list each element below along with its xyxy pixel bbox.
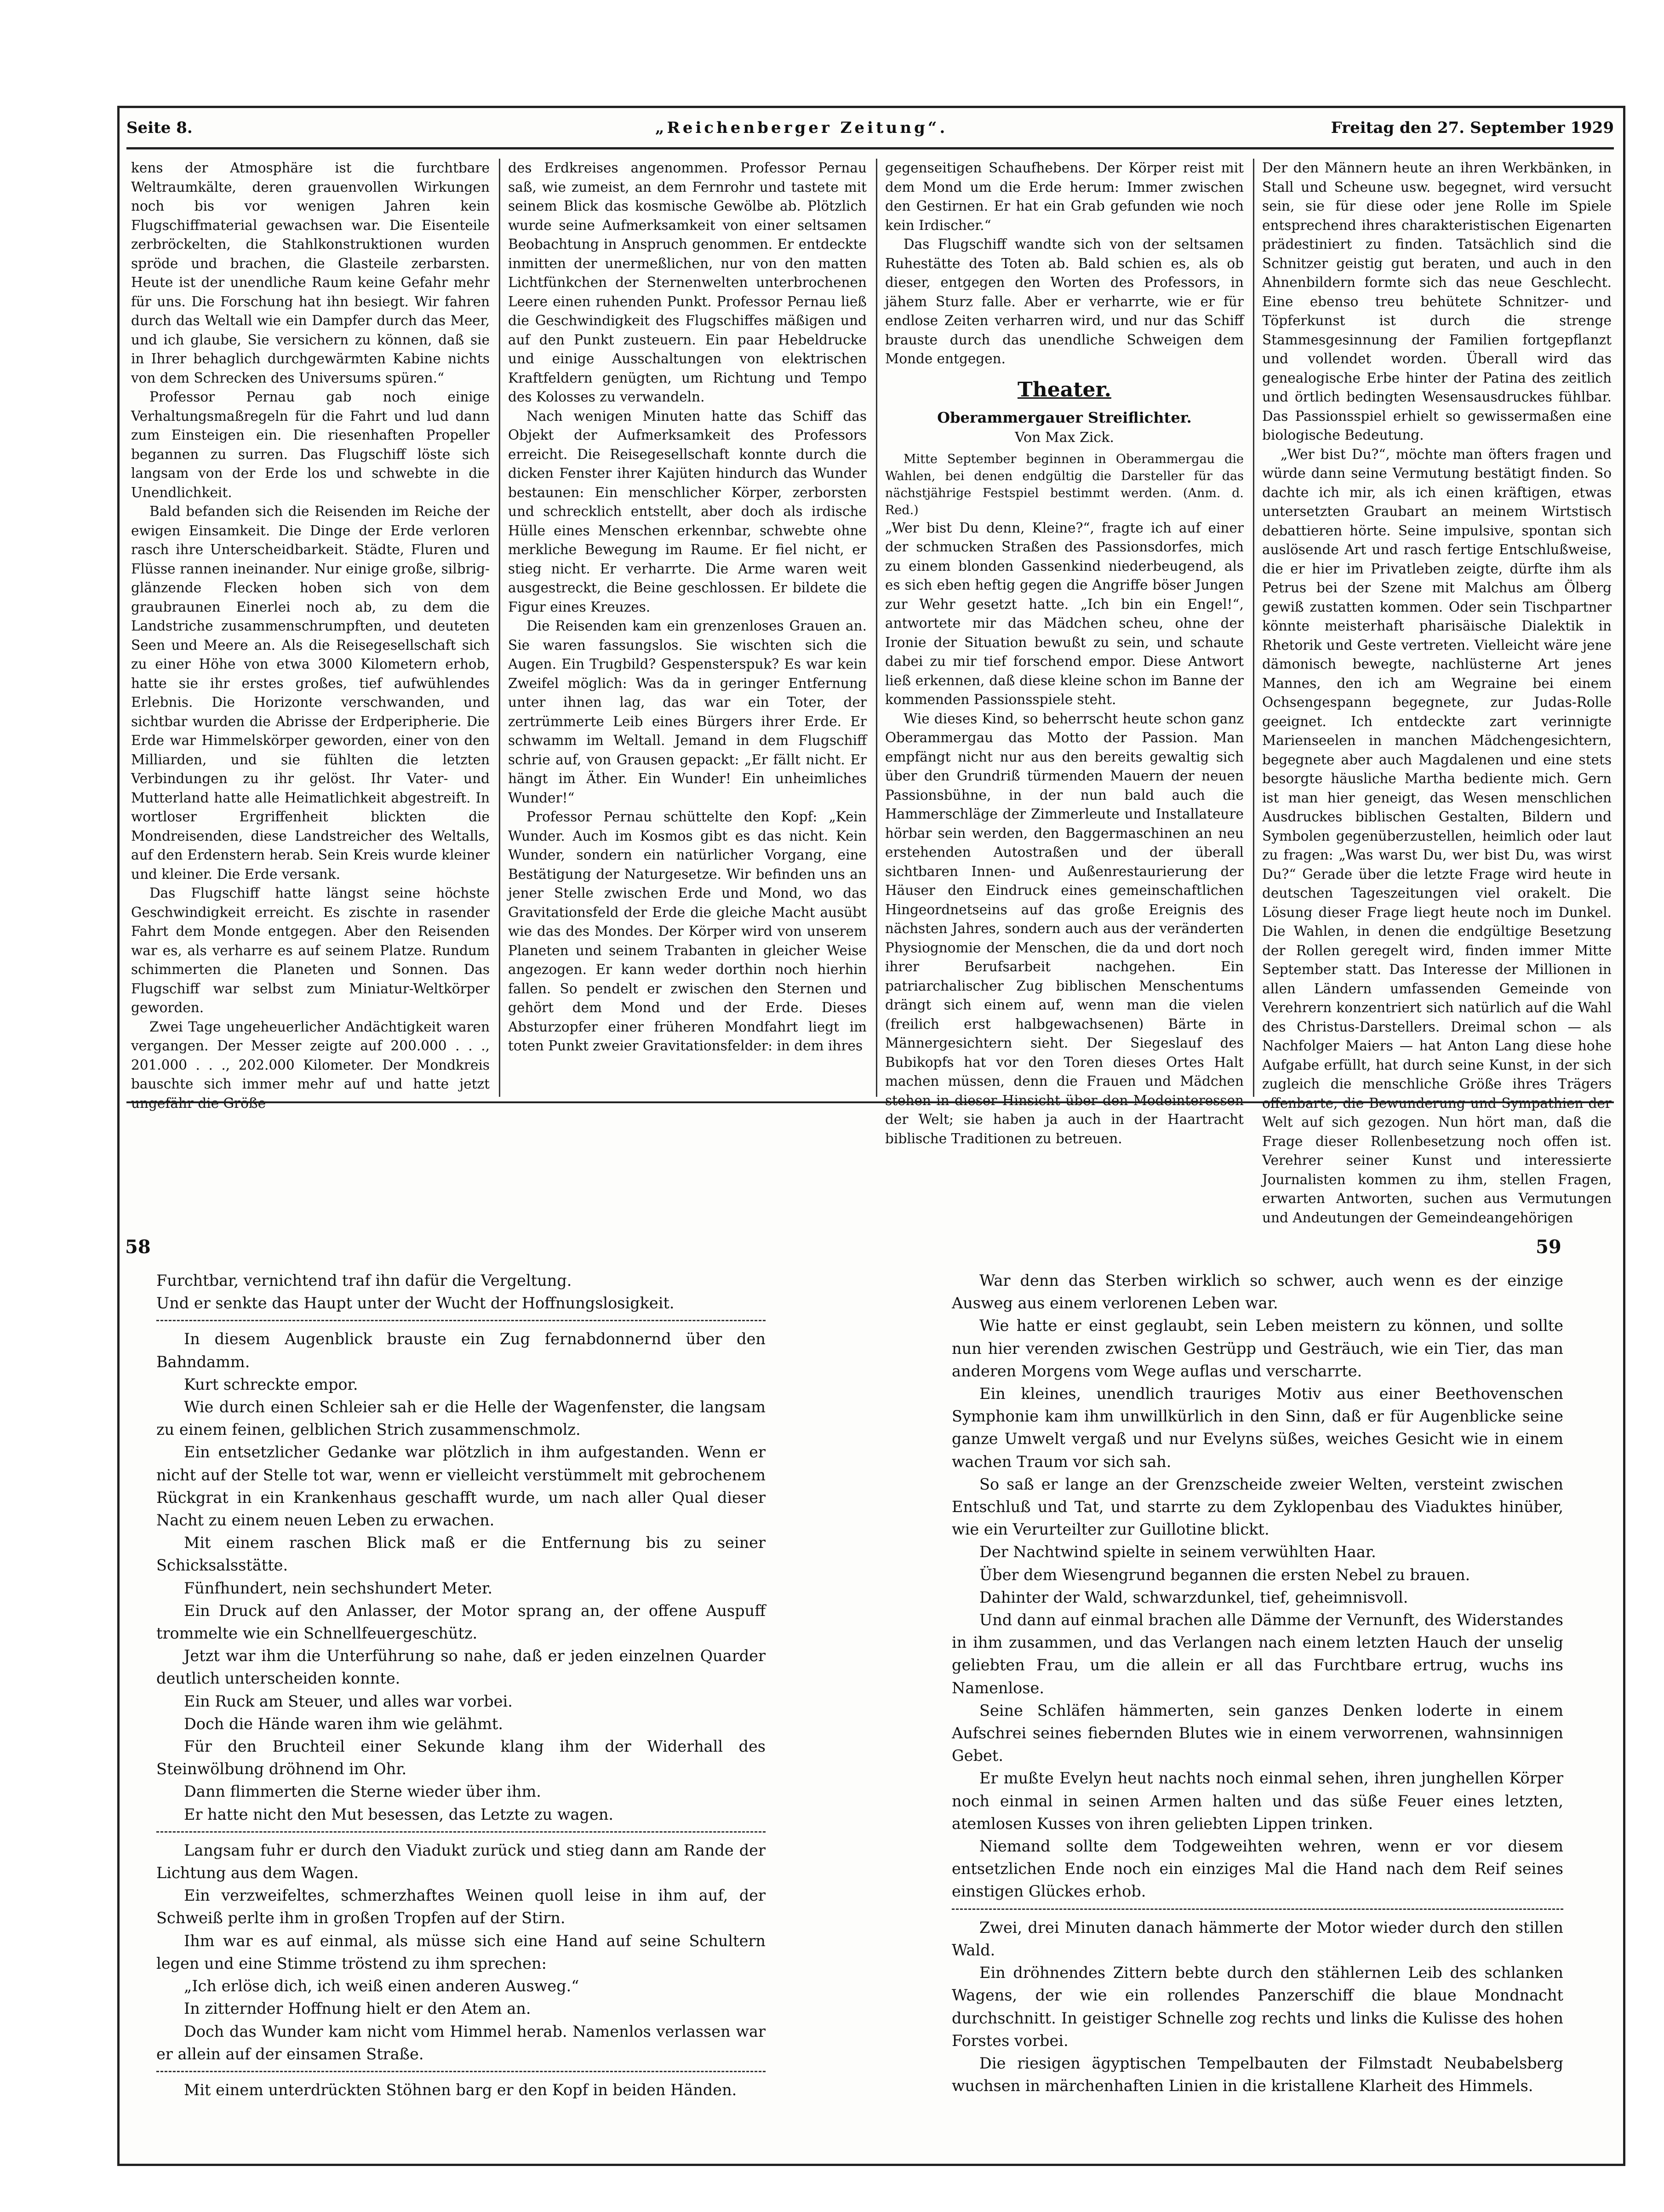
- book-page-number-left: 58: [125, 1236, 151, 1258]
- article-paragraph: Zwei Tage ungeheuerlicher Andächtigkeit waren vergangen. Der Messer zeigte auf 200.000 . . ., 201.000 . . ., 202.000 Kilometer. Der Mondkreis bauschte sich immer mehr auf und hatte jetzt ungefähr die Größe: [131, 1019, 490, 1111]
- book-paragraph: Für den Bruchteil einer Sekunde klang ihm der Widerhall des Steinwölbung dröhnend im Ohr.: [156, 1737, 766, 1778]
- article-paragraph: Bald befanden sich die Reisenden im Reiche der ewigen Einsamkeit. Die Dinge der Erde verloren rasch ihre Unterscheidbarkeit. Städte, Fluren und Flüsse rannen ineinander. Nur einige große, silbrig-glänzende Flecken hoben sich von dem graubraunen Einerlei noch ab, zu dem die Landstriche zusammenschrumpften, und deuteten Seen und Meere an. Als die Reisegesellschaft sich zu einer Höhe von etwa 3000 Kilometern erhob, hatte sie ihr erstes großes, tief aufwühlendes Erlebnis. Die Horizonte verschwanden, und sichtbar wurden die Abrisse der Erdperipherie. Die Erde war Himmelskörper geworden, einer von den Milliarden, und sie fühlten die letzten Verbindungen zu ihr gelöst. Ihr Vater- und Mutterland hatte alle Heimatlichkeit abgestreift. In wortloser Ergriffenheit blickten die Mondreisenden, diese Landstreicher des Weltalls, auf den Erdenstern herab. Sein Kreis wurde kleiner und kleiner. Die Erde versank.: [131, 504, 490, 882]
- book-paragraph: Die riesigen ägyptischen Tempelbauten der Filmstadt Neubabelsberg wuchsen in märchenhaften Linien in die kristallene Klarheit des Himmels.: [952, 2054, 1563, 2095]
- section-title: Theater.: [1017, 378, 1111, 401]
- section-rule: [126, 1101, 1614, 1103]
- page-header: [126, 119, 1614, 146]
- book-page-number-right: 59: [1536, 1236, 1561, 1258]
- book-paragraph: Ein Druck auf den Anlasser, der Motor sprang an, der offene Auspuff trommelte wie ein Schnellfeuergeschütz.: [156, 1601, 766, 1643]
- book-paragraph: „Ich erlöse dich, ich weiß einen anderen Ausweg.“: [184, 1977, 579, 1995]
- dashed-separator: [156, 1831, 766, 1833]
- header-rule: [126, 147, 1614, 149]
- article-paragraph: Das Flugschiff hatte längst seine höchste Geschwindigkeit erreicht. Es zischte in rasender Fahrt dem Monde entgegen. Aber den Reisenden war es, als verharre es auf seinem Platze. Rundum schimmerten die Planeten und Sonnen. Das Flugschiff war selbst zum Miniatur-Weltkörper geworden.: [131, 885, 490, 1015]
- column-divider: [1253, 159, 1254, 1097]
- book-paragraph: Ein dröhnendes Zittern bebte durch den stählernen Leib des schlanken Wagens, der wie ein rollendes Panzerschiff die blaue Mondnacht durchschnitt. In geistiger Schnelle zog rechts und links die Kulisse des hohen Forstes vorbei.: [952, 1964, 1563, 2050]
- book-paragraph: Zwei, drei Minuten danach hämmerte der Motor wieder durch den stillen Wald.: [952, 1918, 1563, 1959]
- book-paragraph: Und dann auf einmal brachen alle Dämme der Vernunft, des Widerstandes in ihm zusammen, und das Verlangen nach einem letzten Hauch der unselig geliebten Frau, um die allein er all das Furchtbare ertrug, wuchs ins Namenlose.: [952, 1611, 1563, 1697]
- page-number: Seite 8.: [126, 119, 193, 137]
- article-byline: Von Max Zick.: [1015, 429, 1114, 446]
- book-paragraph: Doch das Wunder kam nicht vom Himmel herab. Namenlos verlassen war er allein auf der einsamen Straße.: [156, 2022, 766, 2063]
- newspaper-title: „Reichenberger Zeitung“.: [655, 119, 948, 137]
- article-paragraph: gegenseitigen Schaufhebens. Der Körper reist mit dem Mond um die Erde herum: Immer zwischen den Gestirnen. Er hat ein Grab gefunden wie noch kein Irdischer.“: [885, 160, 1244, 233]
- story-continuation: [885, 159, 1244, 369]
- article-paragraph: Professor Pernau gab noch einige Verhaltungsmaßregeln für die Fahrt und lud dann zum Einsteigen ein. Die riesenhaften Propeller begannen zu surren. Das Flugschiff löste sich langsam von der Erde los und schwebte in die Unendlichkeit.: [131, 389, 490, 500]
- book-paragraph: Dahinter der Wald, schwarzdunkel, tief, geheimnisvoll.: [979, 1588, 1408, 1606]
- book-paragraph: Wie hatte er einst geglaubt, sein Leben meistern zu können, und sollte nun hier verenden zwischen Gestrüpp und Gesträuch, wie ein Tier, das man anderen Morgens vom Wege auflas und verscharrte.: [952, 1317, 1563, 1380]
- book-paragraph: Der Nachtwind spielte in seinem verwühlten Haar.: [979, 1543, 1376, 1561]
- book-paragraph: In zitternder Hoffnung hielt er den Atem an.: [184, 2000, 531, 2018]
- dashed-separator: [156, 1320, 766, 1321]
- book-paragraph: Seine Schläfen hämmerten, sein ganzes Denken loderte in einem Aufschrei seines fiebernden Blutes wie in einem verworrenen, wahnsinnigen Gebet.: [952, 1701, 1563, 1765]
- article-paragraph: Nach wenigen Minuten hatte das Schiff das Objekt der Aufmerksamkeit des Professors erreicht. Die Reisegesellschaft konnte durch die dicken Fenster ihrer Kajüten hindurch das Wunder bestaunen: Ein menschlicher Körper, zerborsten und schrecklich entstellt, aber doch als irdische Hülle eines Menschen erkennbar, schwebte ohne merkliche Bewegung im Raume. Er fiel nicht, er stieg nicht. Er verharrte. Die Arme waren weit ausgestreckt, die Beine geschlossen. Er bildete die Figur eines Kreuzes.: [508, 408, 867, 615]
- book-paragraph: Ein kleines, unendlich trauriges Motiv aus einer Beethovenschen Symphonie kam ihm unwillkürlich in den Sinn, daß er für Augenblicke seine ganze Umwelt vergaß und nur Evelyns süßes, weiches Gesicht wie in einem wachen Traum vor sich sah.: [952, 1385, 1563, 1471]
- article-paragraph: Das Flugschiff wandte sich von der seltsamen Ruhestätte des Toten ab. Bald schien es, als ob dieser, entgegen den Worten des Professors, in jähem Sturz falle. Aber er verharrte, wie er für endlose Zeiten verharren wird, und nur das Schiff brauste durch das unendliche Schweigen dem Monde entgegen.: [885, 236, 1244, 367]
- article-paragraph: des Erdkreises angenommen. Professor Pernau saß, wie zumeist, an dem Fernrohr und tastete mit seinem Blick das kosmische Gewölbe ab. Plötzlich wurde seine Aufmerksamkeit von einer seltsamen Beobachtung in Anspruch genommen. Er entdeckte inmitten der unermeßlichen, nur von den matten Lichtfünkchen der Sternenwelten unterbrochenen Leere einen ruhenden Punkt. Professor Pernau ließ die Geschwindigkeit des Flugschiffes mäßigen und auf den Punkt zusteuern. Ein paar Hebeldrucke und einige Ausschaltungen von elektrischen Kraftfeldern genügten, um Richtung und Tempo des Kolosses zu verwandeln.: [508, 160, 867, 405]
- article-paragraph: Wie dieses Kind, so beherrscht heute schon ganz Oberammergau das Motto der Passion. Man empfängt nicht nur aus den bereits gewaltig sich über den Grundriß türmenden Mauern der neuen Passionsbühne, in der nun bald auch die Hammerschläge der Zimmerleute und Installateure hörbar sein werden, den Baggermaschinen an neu erstehenden Autostraßen und der überall sichtbaren Innen- und Außenrestaurierung der Häuser den Eindruck eines gemeinschaftlichen Hingeordnetseins auf das große Ereignis des nächsten Jahres, sondern auch aus der veränderten Physiognomie der Menschen, die da und dort noch ihrer Berufsarbeit nachgehen. Ein patriarchalischer Zug biblischen Menschentums drängt sich einem auf, wenn man die vielen (freilich erst halbgewachsenen) Bärte in Männergesichtern sieht. Der Siegeslauf des Bubikopfs hat vor den Toren dieses Ortes Halt machen müssen, denn die Frauen und Mädchen stehen in dieser Hinsicht über den Modeinteressen der Welt; sie haben ja auch in der Haartracht biblische Traditionen zu betreuen.: [885, 711, 1244, 1146]
- article-paragraph: Der den Männern heute an ihren Werkbänken, in Stall und Scheune usw. begegnet, wird versucht sein, sie für diese oder jene Rolle im Spiele entsprechend ihres charakteristischen Eigenarten prädestiniert zu finden. Tatsächlich sind die Schnitzer geistig gut beraten, und auch in den Ahnenbildern formte sich das neue Geschlecht. Eine ebenso treu behütete Schnitzer- und Töpferkunst ist durch die strenge Stammesgesinnung der Familien fortgepflanzt und vollendet worden. Überall wird das genealogische Erbe hinter der Patina des zeitlich und örtlich bedingten Wesensausdruckes fühlbar. Das Passionsspiel erhielt so gewissermaßen eine biologische Bedeutung.: [1262, 160, 1612, 443]
- column-2: [508, 159, 867, 1097]
- column-1: [131, 159, 490, 1111]
- column-divider: [499, 159, 500, 1097]
- column-divider: [876, 159, 877, 1097]
- book-paragraph: Kurt schreckte empor.: [184, 1375, 358, 1393]
- book-page-left: [156, 1269, 766, 2101]
- book-paragraph: Wie durch einen Schleier sah er die Helle der Wagenfenster, die langsam zu einem feinen, gelblichen Strich zusammenschmolz.: [156, 1398, 766, 1439]
- article-paragraph: Professor Pernau schüttelte den Kopf: „Kein Wunder. Auch im Kosmos gibt es das nicht. Kein Wunder, sondern ein natürlicher Vorgang, eine Bestätigung der Naturgesetze. Wir befinden uns an jener Stelle zwischen Erde und Mond, wo das Gravitationsfeld der Erde die gleiche Macht ausübt wie das des Mondes. Der Körper wird von unserem Planeten und seinem Trabanten in gleicher Weise angezogen. Er kann weder dorthin noch hierhin fallen. So pendelt er zwischen den Sternen und gehört dem Mond und der Erde. Dieses Absturzopfer einer früheren Mondfahrt liegt im toten Punkt zweier Gravitationsfelder: in dem ihres: [508, 809, 867, 1054]
- book-paragraph: War denn das Sterben wirklich so schwer, auch wenn es der einzige Ausweg aus einem verlorenen Leben war.: [952, 1272, 1563, 1312]
- book-paragraph: Ihm war es auf einmal, als müsse sich eine Hand auf seine Schultern legen und eine Stimme tröstend zu ihm sprechen:: [156, 1931, 766, 1972]
- book-page-right: [952, 1269, 1563, 2097]
- issue-date: Freitag den 27. September 1929: [1331, 119, 1614, 137]
- book-paragraph: Furchtbar, vernichtend traf ihn dafür die Vergeltung.: [156, 1272, 572, 1289]
- article-headline: Oberammergauer Streiflichter.: [937, 408, 1192, 426]
- book-paragraph: Ein Ruck am Steuer, und alles war vorbei.: [184, 1692, 513, 1710]
- book-paragraph: Dann flimmerten die Sterne wieder über ihm.: [184, 1782, 541, 1801]
- dashed-separator: [156, 2071, 766, 2072]
- article-paragraph: kens der Atmosphäre ist die furchtbare Weltraumkälte, deren grauenvollen Wirkungen noch bis vor wenigen Jahren kein Flugschiffmaterial gewachsen war. Die Eisenteile zerbröckelten, die Stahlkonstruktionen wurden spröde und brachen, die Glasteile zerbarsten. Heute ist der unendliche Raum keine Gefahr mehr für uns. Die Forschung hat ihn besiegt. Wir fahren durch das Weltall wie ein Dampfer durch das Meer, und ich glaube, Sie versichern zu können, daß sie in Ihrer behaglich durchgewärmten Kabine nichts von dem Schrecken des Universums spüren.“: [131, 160, 490, 386]
- book-paragraph: Er hatte nicht den Mut besessen, das Letzte zu wagen.: [184, 1805, 614, 1823]
- book-paragraph: Ein verzweifeltes, schmerzhaftes Weinen quoll leise in ihm auf, der Schweiß perlte ihm in großen Tropfen auf der Stirn.: [156, 1886, 766, 1927]
- article-paragraph: „Wer bist Du?“, möchte man öfters fragen und würde dann seine Vermutung bestätigt finden. So dachte ich mir, als ich einen kräftigen, etwas untersetzten Graubart an meinem Wirtstisch debattieren hörte. Seine impulsive, spontan sich auslösende Art und rasch fertige Entschlußweise, die er hier im Privatleben zeigte, dürfte ihm als Petrus bei der Szene mit Malchus am Ölberg gewiß zustatten kommen. Oder sein Tischpartner könnte meisterhaft pharisäische Dialektik in Rhetorik und Geste vertreten. Vielleicht wäre jene dämonisch bewegte, nachlüsterne Art jenes Mannes, den ich am Wegraine bei einem Ochsengespann begegnete, zur Judas-Rolle geeignet. Ich entdeckte zart verinnigte Marienseelen in manchen Mädchengesichtern, begegnete aber auch Magdalenen und eine stets besorgte häusliche Martha bediente mich. Gern ist man hier geneigt, das Wesen menschlichen Ausdruckes biblischen Gestalten, Bildern und Symbolen gegenüberzustellen, heimlich oder laut zu fragen: „Was warst Du, wer bist Du, was wirst Du?“ Gerade über die letzte Frage wird heute in deutschen Tageszeitungen viel orakelt. Die Lösung dieser Frage liegt heute noch im Dunkel. Die Wahlen, in denen die endgültige Besetzung der Rollen geregelt wird, finden immer Mitte September statt. Das Interesse der Millionen in allen Ländern umfassenden Gemeinde von Verehrern konzentriert sich natürlich auf die Wahl des Christus-Darstellers. Dreimal schon — als Nachfolger Maiers — hat Anton Lang diese hohe Aufgabe erfüllt, hat durch seine Kunst, in der sich zugleich die menschliche Größe ihres Trägers offenbarte, die Bewunderung und Sympathien der Welt auf sich gezogen. Nun hört man, daß die Frage dieser Rollenbesetzung noch offen ist. Verehrer seiner Kunst und interessierte Journalisten kommen zu ihm, stellen Fragen, erwarten Antworten, suchen aus Vermutungen und Andeutungen der Gemeindeangehörigen: [1262, 446, 1612, 1226]
- book-paragraph: So saß er lange an der Grenzscheide zweier Welten, versteint zwischen Entschluß und Tat, und starrte zu dem Zyklopenbau des Viaduktes hinüber, wie ein Verurteilter zur Guillotine blickt.: [952, 1475, 1563, 1539]
- column-4: [1262, 159, 1612, 1226]
- article-paragraph: Die Reisenden kam ein grenzenloses Grauen an. Sie waren fassungslos. Sie wischten sich die Augen. Ein Trugbild? Gespensterspuk? Es war kein Zweifel möglich: Was da in geringer Entfernung unter ihnen lag, das war ein Toter, der zertrümmerte Leib eines Bürgers ihrer Erde. Er schwamm im Weltall. Jemand in dem Flugschiff schrie auf, von Grausen gepackt: „Er fällt nicht. Er hängt im Äther. Ein Wunder! Ein unheimliches Wunder!“: [508, 618, 867, 806]
- book-paragraph: Ein entsetzlicher Gedanke war plötzlich in ihm aufgestanden. Wenn er nicht auf der Stelle tot war, wenn er vielleicht verstümmelt mit gebrochenem Rückgrat in ein Krankenhaus geschafft wurde, um nach aller Qual dieser Nacht zu einem neuen Leben zu erwachen.: [156, 1443, 766, 1530]
- book-paragraph: Jetzt war ihm die Unterführung so nahe, daß er jeden einzelnen Quarder deutlich unterscheiden konnte.: [156, 1647, 766, 1688]
- book-paragraph: Fünfhundert, nein sechshundert Meter.: [184, 1579, 492, 1597]
- editor-note: Mitte September beginnen in Oberammergau die Wahlen, bei denen endgültig die Darsteller für das nächstjährige Festspiel bestimmt werden. (Anm. d. Red.): [885, 452, 1244, 517]
- theater-article-body: [885, 519, 1244, 1149]
- book-paragraph: Mit einem unterdrückten Stöhnen barg er den Kopf in beiden Händen.: [184, 2080, 737, 2099]
- book-paragraph: Er mußte Evelyn heut nachts noch einmal sehen, ihren junghellen Körper noch einmal in seinen Armen halten und das süße Feuer eines letzten, atemlosen Kusses von ihren geliebten Lippen trinken.: [952, 1769, 1563, 1833]
- book-paragraph: Niemand sollte dem Todgeweihten wehren, wenn er vor diesem entsetzlichen Ende noch ein einziges Mal die Hand nach dem Reif seines einstigen Glückes erhob.: [952, 1837, 1563, 1901]
- book-paragraph: Und er senkte das Haupt unter der Wucht der Hoffnungslosigkeit.: [156, 1294, 675, 1312]
- book-paragraph: Mit einem raschen Blick maß er die Entfernung bis zu seiner Schicksalsstätte.: [156, 1534, 766, 1575]
- book-paragraph: In diesem Augenblick brauste ein Zug fernabdonnernd über den Bahndamm.: [156, 1330, 766, 1371]
- book-paragraph: Doch die Hände waren ihm wie gelähmt.: [184, 1714, 503, 1733]
- book-paragraph: Langsam fuhr er durch den Viadukt zurück und stieg dann am Rande der Lichtung aus dem Wagen.: [156, 1841, 766, 1882]
- dashed-separator: [952, 1908, 1563, 1910]
- book-paragraph: Über dem Wiesengrund begannen die ersten Nebel zu brauen.: [979, 1565, 1470, 1584]
- column-3: [885, 159, 1244, 1146]
- article-paragraph: „Wer bist Du denn, Kleine?“, fragte ich auf einer der schmucken Straßen des Passionsdorfes, mich zu einem blonden Gassenkind niederbeugend, als es sich eben heftig gegen die Angriffe böser Jungen zur Wehr gesetzt hatte. „Ich bin ein Engel!“, antwortete mir das Mädchen scheu, ohne der Ironie der Situation bewußt zu sein, und schaute dabei zu mir tief forschend empor. Diese Antwort ließ erkennen, daß diese kleine schon im Banne der kommenden Passionsspiele steht.: [885, 520, 1244, 707]
